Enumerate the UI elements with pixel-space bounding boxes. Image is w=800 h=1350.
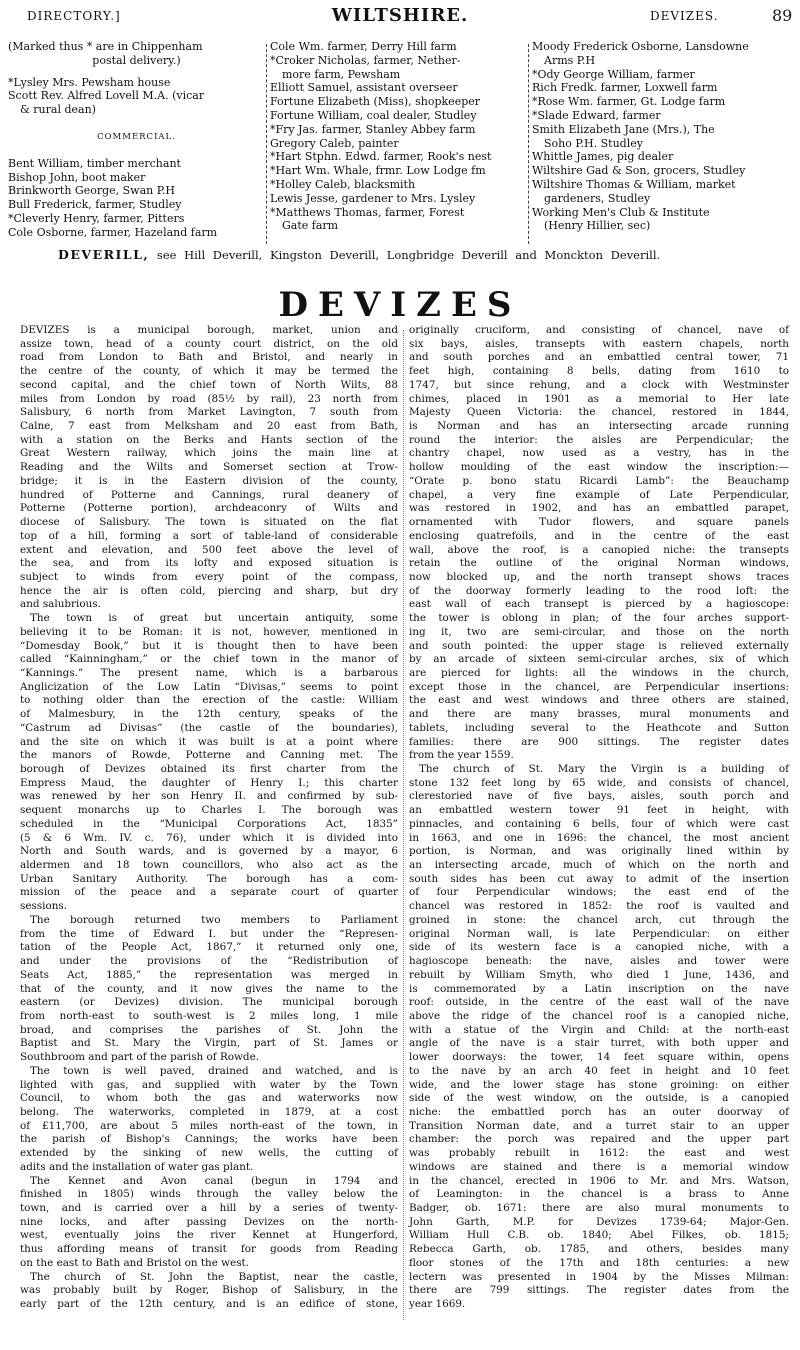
text-line: in the chancel, erected in 1906 to Mr. and Mrs. Watson,: [409, 1174, 789, 1187]
paragraph: [20, 1065, 398, 1175]
paragraph: [20, 1271, 398, 1312]
directory-entry-line: Gate farm: [282, 219, 339, 233]
text-line: in 1663, and one in 1696: the chancel, the most ancient: [409, 831, 789, 844]
text-line: roof: outside, in the centre of the east wall of the nave: [409, 996, 789, 1009]
text-line: believing it to be Roman: it is not, however, mentioned in: [20, 625, 398, 638]
text-line: rebuilt by William Smyth, who died 1 June, 1436, and: [409, 968, 789, 981]
directory-entry-line: Wiltshire Gad & Son, grocers, Studley: [532, 164, 746, 178]
text-line: niche: the embattled porch has an outer doorway of: [409, 1105, 789, 1118]
text-line: year 1669.: [409, 1298, 466, 1311]
text-line: families: there are 900 sittings. The register dates: [409, 735, 789, 748]
text-line: scheduled in the “Municipal Corporations Act, 1835”: [20, 817, 398, 830]
text-line: “Orate p. bono statu Ricardi Lamb”: the Beauchamp: [409, 474, 789, 487]
text-line: with a statue of the Virgin and Child: at the north-east: [409, 1023, 789, 1036]
text-line: “Domesday Book,” but it is thought then to have been: [20, 639, 398, 652]
directory-entry: [8, 184, 265, 198]
text-line: eastern (or Devizes) division. The municipal borough: [20, 996, 398, 1009]
directory-entry-line: *Fry Jas. farmer, Stanley Abbey farm: [270, 122, 476, 136]
directory-entry: [270, 95, 527, 109]
text-line: “Kannings.” The present name, which is a barbarous: [20, 666, 398, 679]
text-line: (5 & 6 Wm. IV. c. 76), under which it is divided into: [20, 831, 398, 844]
running-head-place: DEVIZES.: [650, 9, 719, 23]
text-line: an embattled western tower 91 feet in height, with: [409, 804, 789, 817]
text-line: Rebecca Garth, ob. 1785, and others, besides many: [409, 1243, 789, 1256]
text-line: ing it, two are semi-circular, and those on the north: [409, 625, 789, 638]
cross-reference-text: see Hill Deverill, Kingston Deverill, Longbridge Deverill and Monckton Deverill.: [156, 248, 661, 262]
text-line: and south pointed: the upper stage is relieved externally: [409, 639, 789, 652]
text-line: on the east to Bath and Bristol on the west.: [20, 1256, 250, 1269]
text-line: The town is of great but uncertain antiquity, some: [30, 612, 398, 625]
text-line: of £11,700, are about 5 miles north-east of the town, in: [20, 1119, 398, 1132]
text-line: originally cruciform, and consisting of chancel, nave of: [409, 324, 789, 336]
text-line: from the year 1559.: [409, 749, 514, 762]
directory-entry-line: *Slade Edward, farmer: [532, 108, 661, 122]
directory-entry-line: Fortune Elizabeth (Miss), shopkeeper: [270, 95, 481, 109]
column-divider: [266, 44, 267, 244]
directory-entry: [8, 76, 265, 90]
text-line: and south porches and an embattled central tower, 71: [409, 351, 789, 364]
text-line: was probably rebuilt in 1612: the east and west: [409, 1147, 789, 1160]
text-line: hence the air is often cold, piercing and sharp, but dry: [20, 584, 398, 597]
paragraph: [20, 612, 398, 914]
text-line: original Norman wall, is late Perpendicular: on either: [409, 927, 789, 940]
text-line: south sides has been cut away to admit of the insertion: [409, 872, 789, 885]
text-line: road from London to Bath and Bristol, and nearly in: [20, 351, 398, 364]
body-column-left: [20, 324, 398, 1312]
directory-entry: [532, 164, 790, 178]
text-line: lectern was presented in 1904 by the Misses Milman:: [409, 1270, 789, 1283]
directory-entry-line: Smith Elizabeth Jane (Mrs.), The: [532, 122, 715, 136]
directory-entry: [532, 81, 790, 95]
directory-entry: [270, 40, 527, 54]
directory-entry: [270, 150, 527, 164]
directory-entry-line: *Cleverly Henry, farmer, Pitters: [8, 211, 185, 225]
directory-entry-line: gardeners, Studley: [544, 191, 651, 205]
text-line: was renewed by her son Henry II. and confirmed by sub-: [20, 790, 398, 803]
text-line: the centre of the county, of which it may be termed the: [20, 365, 398, 378]
text-line: six bays, aisles, transepts with eastern chapels, north: [409, 337, 789, 350]
commercial-heading: COMMERCIAL.: [97, 131, 176, 142]
text-line: miles from London by road (85½ by rail), 23 north from: [20, 392, 398, 405]
directory-entry-line: Moody Frederick Osborne, Lansdowne: [532, 40, 749, 53]
postal-note-line: postal delivery.): [92, 53, 181, 67]
directory-entry-line: Bull Frederick, farmer, Studley: [8, 198, 182, 212]
text-line: is commemorated by a Latin inscription on the nave: [409, 982, 789, 995]
directory-entry-line: *Holley Caleb, blacksmith: [270, 177, 416, 191]
directory-entry-line: *Croker Nicholas, farmer, Nether-: [270, 53, 461, 67]
text-line: The town is well paved, drained and watched, and is: [30, 1064, 398, 1077]
text-line: tation of the People Act, 1867,” it returned only one,: [20, 941, 398, 954]
text-line: tablets, including several to the Heathcote and Sutton: [409, 721, 789, 734]
paragraph: [409, 324, 789, 763]
directory-entry: [532, 178, 790, 206]
text-line: The church of St. John the Baptist, near the castle,: [30, 1270, 398, 1283]
text-line: ornamented with Tudor flowers, and square panels: [409, 516, 789, 529]
text-line: Salisbury, 6 north from Market Lavington, 7 south from: [20, 406, 398, 419]
directory-entry-line: *Hart Stphn. Edwd. farmer, Rook's nest: [270, 150, 492, 164]
column-divider: [403, 330, 404, 1320]
directory-entry-line: & rural dean): [20, 103, 96, 117]
text-line: west, eventually joins the river Kennet at Hungerford,: [20, 1229, 398, 1242]
text-line: hagioscope beneath: the nave, aisles and tower were: [409, 955, 789, 968]
text-line: by an arcade of sixteen semi-circular arches, six of which: [409, 653, 789, 666]
directory-entry: [270, 81, 527, 95]
text-line: The Kennet and Avon canal (begun in 1794 and: [30, 1174, 398, 1187]
directory-entry: [8, 157, 265, 171]
text-line: wall, above the roof, is a canopied niche: the transepts: [409, 543, 789, 556]
directory-entry-line: *Lysley Mrs. Pewsham house: [8, 75, 171, 89]
directory-entry: [8, 89, 265, 117]
text-line: round the interior: the aisles are Perpendicular; the: [409, 433, 789, 446]
postal-note: [8, 40, 265, 68]
directory-entry: [8, 171, 265, 185]
text-line: an intersecting arcade, much of which on the north and: [409, 859, 789, 872]
text-line: pinnacles, and containing 6 bells, four of which were cast: [409, 817, 789, 830]
text-line: the parish of Bishop's Cannings; the works have been: [20, 1133, 398, 1146]
text-line: chamber: the porch was repaired and the upper part: [409, 1133, 789, 1146]
private-residents-list: [8, 76, 265, 117]
text-line: the east and west windows and three others are stained,: [409, 694, 789, 707]
directory-entry-line: Cole Osborne, farmer, Hazeland farm: [8, 225, 218, 239]
directory-entry: [8, 226, 265, 240]
directory-entry: [270, 164, 527, 178]
running-head-left: DIRECTORY.]: [27, 9, 121, 23]
text-line: finished in 1805) winds through the valley below the: [20, 1188, 398, 1201]
column-divider: [528, 44, 529, 244]
directory-entry-line: Gregory Caleb, painter: [270, 136, 399, 150]
directory-entry: [532, 68, 790, 82]
directory-entry: [270, 206, 527, 234]
text-line: and under the provisions of the “Redistribution of: [20, 955, 398, 968]
directory-entry-line: Working Men's Club & Institute: [532, 205, 710, 219]
paragraph: [20, 914, 398, 1065]
paragraph: [20, 324, 398, 612]
text-line: there are 799 sittings. The register dates from the: [409, 1284, 789, 1297]
text-line: and salubrious.: [20, 598, 101, 611]
text-line: borough of Devizes obtained its first charter from the: [20, 763, 398, 775]
text-line: chantry chapel, now used as a vestry, has in the: [409, 447, 789, 460]
running-head-county: WILTSHIRE.: [331, 5, 469, 26]
text-line: Anglicization of the Low Latin “Divisas,” seems to point: [20, 680, 398, 693]
directory-entry-line: Cole Wm. farmer, Derry Hill farm: [270, 40, 457, 53]
directory-entry-line: Bishop John, boot maker: [8, 170, 146, 184]
directory-entry-line: Rich Fredk. farmer, Loxwell farm: [532, 81, 718, 95]
directory-entry: [270, 137, 527, 151]
text-line: and the site on which it was built is at a point where: [20, 735, 398, 748]
text-line: extent and elevation, and 500 feet above the level of: [20, 543, 398, 556]
text-line: hundred of Potterne and Cannings, rural deanery of: [20, 488, 398, 501]
text-line: bridge; it is in the Eastern division of the county,: [20, 474, 398, 487]
text-line: Transition Norman date, and a turret stair to an upper: [409, 1119, 789, 1132]
text-line: Majesty Queen Victoria: the chancel, restored in 1844,: [409, 406, 789, 419]
text-line: Urban Sanitary Authority. The borough has a com-: [20, 872, 398, 885]
text-line: stone 132 feet long by 65 wide, and consists of chancel,: [409, 776, 789, 789]
text-line: Reading and the Wilts and Somerset section at Trow-: [20, 461, 398, 474]
text-line: east wall of each transept is pierced by a hagioscope:: [409, 598, 789, 611]
text-line: extended by the sinking of new wells, the cutting of: [20, 1147, 398, 1160]
directory-entry: [8, 212, 265, 226]
text-line: chancel was restored in 1852: the roof is vaulted and: [409, 900, 789, 913]
text-line: to nothing older than the erection of the castle: William: [20, 694, 398, 707]
text-line: aldermen and 18 town councillors, who also act as the: [20, 859, 398, 872]
directory-entry: [532, 95, 790, 109]
text-line: Seats Act, 1885,” the representation was merged in: [20, 968, 398, 981]
directory-entry-line: *Matthews Thomas, farmer, Forest: [270, 205, 465, 219]
directory-entry-line: Brinkworth George, Swan P.H: [8, 184, 175, 198]
text-line: Council, to whom both the gas and waterworks now: [20, 1092, 398, 1105]
directory-entry: [532, 40, 790, 68]
text-line: retain the outline of the original Norman windows,: [409, 557, 789, 570]
text-line: William Hull C.B. ob. 1840; Abel Filkes, ob. 1815;: [409, 1229, 789, 1242]
directory-entry-line: Fortune William, coal dealer, Studley: [270, 108, 477, 122]
text-line: diocese of Salisbury. The town is situated on the flat: [20, 516, 398, 529]
text-line: nine locks, and after passing Devizes on the north-: [20, 1215, 398, 1228]
text-line: town, and is carried over a hill by a series of twenty-: [20, 1202, 398, 1214]
text-line: above the ridge of the chancel roof is a canopied niche,: [409, 1009, 789, 1022]
text-line: from the time of Edward I. but under the “Represen-: [20, 927, 398, 940]
text-line: chapel, a very fine example of Late Perpendicular,: [409, 488, 789, 501]
text-line: side of the west window, on the outside, is a canopied: [409, 1092, 789, 1105]
text-line: was probably built by Roger, Bishop of Salisbury, in the: [20, 1284, 398, 1297]
text-line: adits and the installation of water gas plant.: [20, 1160, 254, 1173]
text-line: top of a hill, forming a sort of table-land of considerable: [20, 529, 398, 542]
directory-entry-line: Lewis Jesse, gardener to Mrs. Lysley: [270, 191, 476, 205]
text-line: belong. The waterworks, completed in 1879, at a cost: [20, 1105, 398, 1118]
directory-entry-line: (Henry Hillier, sec): [544, 219, 651, 233]
text-line: hollow moulding of the east window the inscription:—: [409, 461, 789, 474]
text-line: The borough returned two members to Parliament: [30, 913, 398, 926]
text-line: enclosing quatrefoils, and in the centre of the east: [409, 529, 789, 542]
directory-entry-line: *Ody George William, farmer: [532, 67, 695, 81]
text-line: to the nave by an arch 40 feet in height and 10 feet: [409, 1064, 789, 1077]
postal-note-line: (Marked thus * are in Chippenham: [8, 40, 203, 53]
page-number: 89: [772, 6, 793, 25]
text-line: clerestoried nave of five bays, aisles, south porch and: [409, 790, 789, 803]
body-column-right: [409, 324, 789, 1312]
commercial-list-1: [8, 157, 265, 240]
directory-entry-line: Whittle James, pig dealer: [532, 150, 674, 164]
text-line: Great Western railway, which joins the main line at: [20, 447, 398, 460]
directory-entry: [532, 206, 790, 234]
text-line: from north-east to south-west is 2 miles long, 1 mile: [20, 1009, 398, 1022]
text-line: assize town, head of a county court district, on the old: [20, 337, 398, 350]
cross-reference-name: DEVERILL,: [58, 247, 150, 262]
text-line: sequent monarchs up to Charles I. The borough was: [20, 804, 398, 817]
text-line: John Garth, M.P. for Devizes 1739-64; Major-Gen.: [409, 1215, 789, 1228]
text-line: North and South wards, and is governed by a mayor, 6: [20, 845, 398, 858]
text-line: was restored in 1902, and has an embattled parapet,: [409, 502, 789, 515]
paragraph: [409, 763, 789, 1312]
text-line: thus affording means of transit for goods from Reading: [20, 1243, 398, 1256]
text-line: DEVIZES is a municipal borough, market, union and: [20, 324, 398, 336]
text-line: sessions.: [20, 900, 68, 913]
text-line: The church of St. Mary the Virgin is a building of: [419, 763, 789, 775]
section-title: DEVIZES: [278, 285, 522, 325]
directory-entry-line: more farm, Pewsham: [282, 67, 401, 81]
text-line: windows are stained and there is a memorial window: [409, 1160, 789, 1173]
text-line: of Leamington: in the chancel is a brass to Anne: [409, 1188, 789, 1201]
text-line: and there are many brasses, mural monuments and: [409, 708, 789, 721]
paragraph: [20, 1175, 398, 1271]
directory-entry: [532, 123, 790, 151]
text-line: Badger, ob. 1671: there are also mural monuments to: [409, 1202, 789, 1214]
text-line: Baptist and St. Mary the Virgin, part of St. James or: [20, 1037, 398, 1050]
directory-entry-line: Scott Rev. Alfred Lovell M.A. (vicar: [8, 89, 205, 103]
text-line: portion, is Norman, and was originally lined within by: [409, 845, 789, 858]
text-line: wide, and the lower stage has stone groining: on either: [409, 1078, 789, 1091]
text-line: the sea, and from its lofty and exposed situation is: [20, 557, 398, 570]
text-line: except those in the chancel, are Perpendicular insertions:: [409, 680, 789, 693]
text-line: floor stones of the 17th and 18th centuries: a new: [409, 1256, 789, 1269]
text-line: of four Perpendicular windows; the east end of the: [409, 886, 789, 899]
directory-entry-line: Elliott Samuel, assistant overseer: [270, 81, 458, 95]
directory-entry: [270, 54, 527, 82]
directory-entry: [270, 192, 527, 206]
text-line: feet high, containing 8 bells, dating from 1610 to: [409, 365, 789, 378]
directory-entry-line: Soho P.H. Studley: [544, 136, 643, 150]
text-line: Potterne (Potterne portion), archdeaconry of Wilts and: [20, 502, 398, 515]
text-line: the tower is oblong in plan; of the four arches support-: [409, 612, 789, 625]
text-line: Empress Maud, the daughter of Henry I.; this charter: [20, 776, 398, 789]
text-line: Calne, 7 east from Melksham and 20 east from Bath,: [20, 420, 398, 433]
directory-entry: [8, 198, 265, 212]
text-line: 1747, but since rehung, and a clock with Westminster: [409, 378, 789, 391]
text-line: are pierced for lights: all the windows in the church,: [409, 666, 789, 679]
text-line: broad, and comprises the parishes of St. John the: [20, 1023, 398, 1036]
text-line: the manors of Rowde, Potterne and Canning met. The: [20, 749, 398, 762]
directory-column-3: [532, 40, 790, 233]
text-line: of the doorway formerly leading to the rood loft: the: [409, 584, 789, 597]
text-line: “Castrum ad Divisas” (the castle of the boundaries),: [20, 721, 398, 734]
directory-entry-line: Bent William, timber merchant: [8, 156, 181, 170]
text-line: side of its western face is a canopied niche, with a: [409, 941, 789, 954]
directory-entry-line: *Rose Wm. farmer, Gt. Lodge farm: [532, 95, 726, 109]
text-line: mission of the peace and a separate court of quarter: [20, 886, 398, 899]
directory-column-2: [270, 40, 527, 233]
directory-entry-line: Wiltshire Thomas & William, market: [532, 177, 736, 191]
text-line: that of the county, and it now gives the name to the: [20, 982, 398, 995]
directory-entry: [532, 150, 790, 164]
text-line: second capital, and the chief town of North Wilts, 88: [20, 378, 398, 391]
directory-column-1: [8, 40, 265, 240]
directory-entry: [532, 109, 790, 123]
cross-reference-deverill: [58, 247, 660, 262]
text-line: chimes, placed in 1901 as a memorial to Her late: [409, 392, 789, 405]
directory-entry: [270, 123, 527, 137]
text-line: with a station on the Berks and Hants section of the: [20, 433, 398, 446]
text-line: early part of the 12th century, and is an edifice of stone,: [20, 1298, 398, 1311]
directory-entry-line: Arms P.H: [544, 53, 596, 67]
directory-entry: [270, 109, 527, 123]
text-line: angle of the nave is a stair turret, with both upper and: [409, 1037, 789, 1050]
directory-entry-line: *Hart Wm. Whale, frmr. Low Lodge fm: [270, 164, 486, 178]
text-line: groined in stone: the chancel arch, cut through the: [409, 913, 789, 926]
text-line: now blocked up, and the north transept shows traces: [409, 570, 789, 583]
text-line: is Norman and has an intersecting arcade running: [409, 420, 789, 433]
text-line: subject to winds from every point of the compass,: [20, 570, 398, 583]
directory-entry: [270, 178, 527, 192]
text-line: called “Kainningham,” or the chief town in the manor of: [20, 653, 398, 666]
text-line: of Malmesbury, in the 12th century, speaks of the: [20, 708, 398, 721]
text-line: lighted with gas, and supplied with water by the Town: [20, 1078, 398, 1091]
text-line: Southbroom and part of the parish of Rowde.: [20, 1051, 260, 1064]
text-line: lower doorways: the tower, 14 feet square within, opens: [409, 1051, 789, 1064]
